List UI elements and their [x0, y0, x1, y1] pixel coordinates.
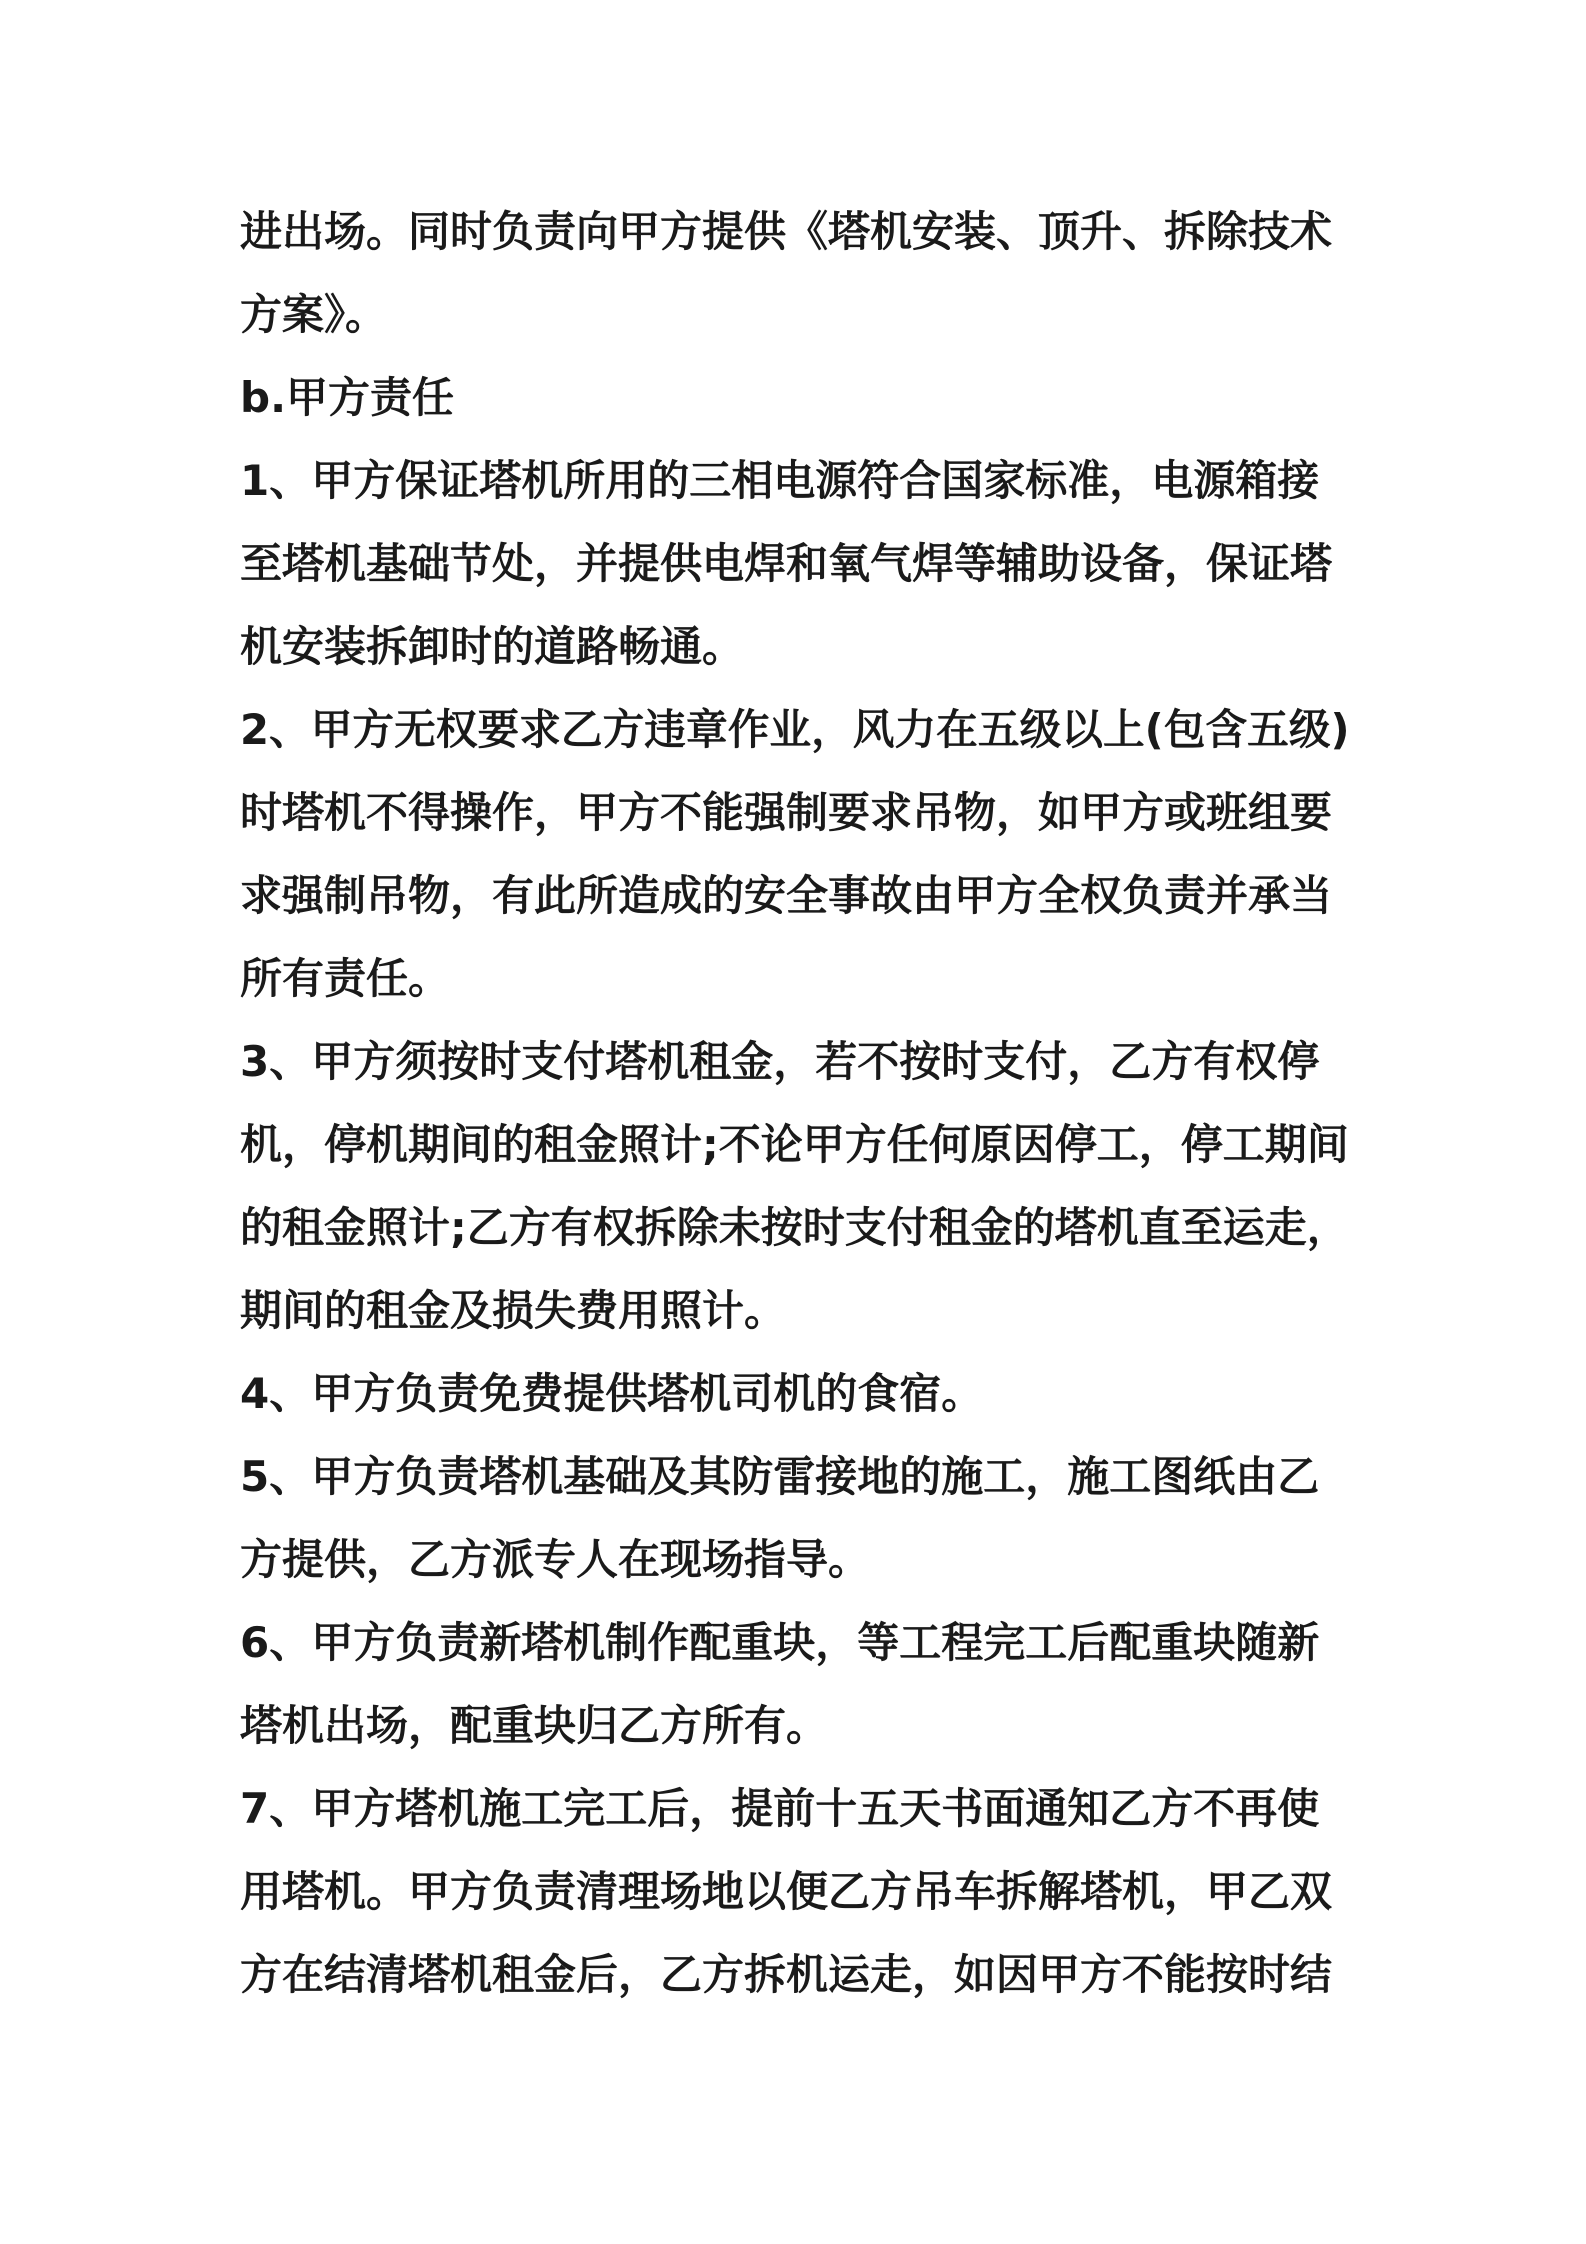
- text-line: 机，停机期间的租金照计;不论甲方任何原因停工，停工期间: [240, 1120, 1349, 1169]
- text-line: 求强制吊物，有此所造成的安全事故由甲方全权负责并承当: [240, 871, 1333, 920]
- text-line: 7、甲方塔机施工完工后，提前十五天书面通知乙方不再使: [240, 1784, 1320, 1833]
- text-line: 进出场。同时负责向甲方提供《塔机安装、顶升、拆除技术: [240, 207, 1333, 256]
- text-line: 塔机出场，配重块归乙方所有。: [240, 1701, 829, 1750]
- text-line: 方提供，乙方派专人在现场指导。: [240, 1535, 871, 1584]
- section-heading: b.甲方责任: [240, 373, 455, 422]
- text-line: 5、甲方负责塔机基础及其防雷接地的施工，施工图纸由乙: [240, 1452, 1320, 1501]
- text-line: 的租金照计;乙方有权拆除未按时支付租金的塔机直至运走，: [240, 1203, 1349, 1252]
- text-line: 6、甲方负责新塔机制作配重块，等工程完工后配重块随新: [240, 1618, 1320, 1667]
- document-body: [240, 190, 1350, 2016]
- text-line: 方在结清塔机租金后，乙方拆机运走，如因甲方不能按时结: [240, 1950, 1333, 1999]
- text-line: 3、甲方须按时支付塔机租金，若不按时支付，乙方有权停: [240, 1037, 1320, 1086]
- text-line: 2、甲方无权要求乙方违章作业，风力在五级以上(包含五级): [240, 705, 1350, 754]
- text-line: 1、甲方保证塔机所用的三相电源符合国家标准，电源箱接: [240, 456, 1320, 505]
- text-line: 4、甲方负责免费提供塔机司机的食宿。: [240, 1369, 984, 1418]
- text-line: 方案》。: [240, 290, 388, 339]
- text-line: 时塔机不得操作，甲方不能强制要求吊物，如甲方或班组要: [240, 788, 1333, 837]
- text-line: 期间的租金及损失费用照计。: [240, 1286, 787, 1335]
- text-line: 机安装拆卸时的道路畅通。: [240, 622, 745, 671]
- text-line: 所有责任。: [240, 954, 451, 1003]
- text-line: 用塔机。甲方负责清理场地以便乙方吊车拆解塔机，甲乙双: [240, 1867, 1333, 1916]
- text-line: 至塔机基础节处，并提供电焊和氧气焊等辅助设备，保证塔: [240, 539, 1333, 588]
